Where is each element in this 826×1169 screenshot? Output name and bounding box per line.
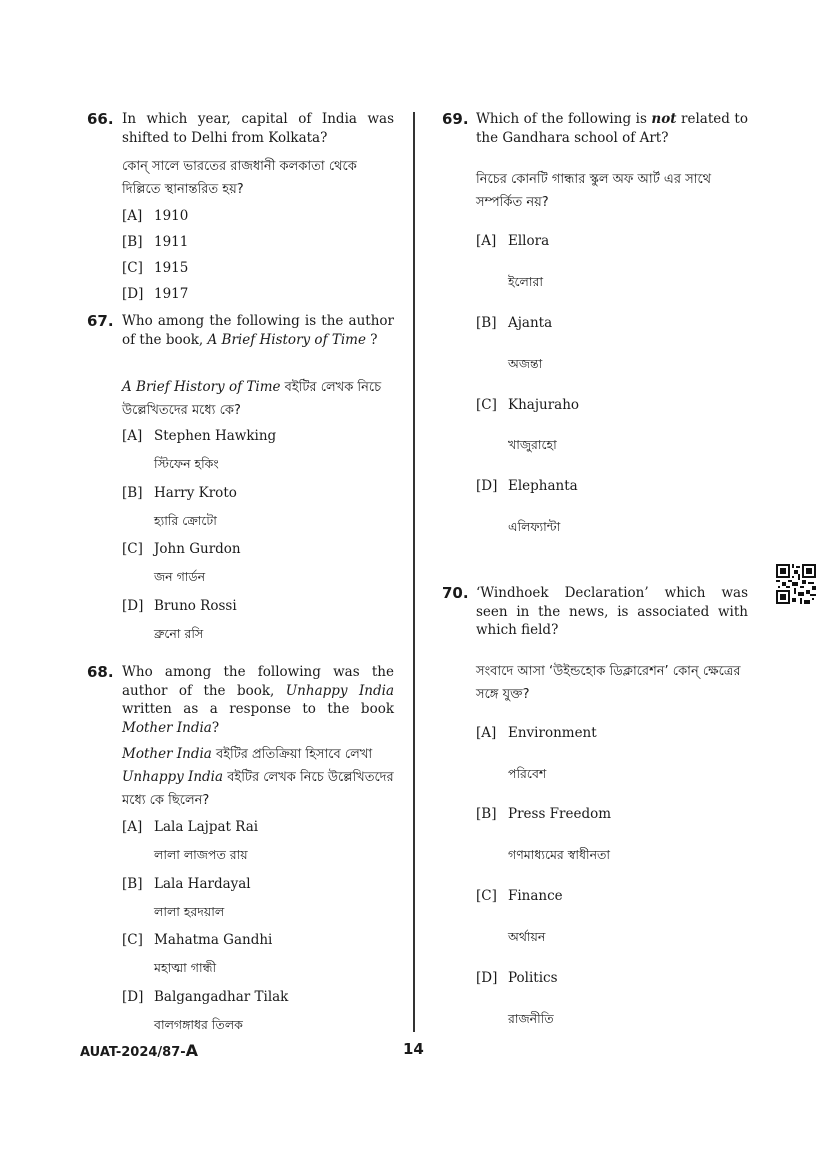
option-text: Elephanta xyxy=(508,478,578,494)
option-letter: [C] xyxy=(122,260,143,276)
option-text: Ellora xyxy=(508,233,550,249)
option-text: Finance xyxy=(508,888,563,904)
option-letter: [B] xyxy=(476,315,497,331)
question-number: 69. xyxy=(442,110,469,128)
option-text: Harry Kroto xyxy=(154,485,237,501)
question-text-bengali: A Brief History of Time বইটির লেখক নিচে উল্লেখিতদের মধ্যে কে? xyxy=(122,379,382,418)
option-text: Politics xyxy=(508,970,558,986)
option-text: Environment xyxy=(508,725,597,741)
question-number: 67. xyxy=(87,312,114,330)
option-letter: [A] xyxy=(122,208,143,224)
option-letter: [C] xyxy=(122,932,143,948)
option-text-bengali: অর্থায়ন xyxy=(508,929,546,944)
option-letter: [B] xyxy=(122,234,143,250)
option-text-bengali: খাজুরাহো xyxy=(508,437,557,452)
option-letter: [C] xyxy=(122,541,143,557)
option-letter: [D] xyxy=(122,989,144,1005)
page-number: 14 xyxy=(403,1040,424,1058)
option-text: 1911 xyxy=(154,234,189,250)
option-letter: [D] xyxy=(476,970,498,986)
question-text: Who among the following was the author of the book, Unhappy India written as a response to the book Mother India? xyxy=(122,664,394,736)
option-text: Khajuraho xyxy=(508,397,580,413)
column-divider xyxy=(413,112,415,1032)
question-text: Which of the following is not related to the Gandhara school of Art? xyxy=(476,111,748,146)
option-text-bengali: মহাত্মা গান্ধী xyxy=(154,960,217,975)
option-text: Lala Lajpat Rai xyxy=(154,819,259,835)
option-letter: [A] xyxy=(122,428,143,444)
option-text: Balgangadhar Tilak xyxy=(154,989,289,1005)
option-letter: [C] xyxy=(476,888,497,904)
question-number: 66. xyxy=(87,110,114,128)
option-letter: [D] xyxy=(122,286,144,302)
option-text-bengali: স্টিফেন হকিং xyxy=(154,456,219,471)
question-text-bengali: কোন্ সালে ভারতের রাজধানী কলকাতা থেকে দিল্লিতে স্থানান্তরিত হয়? xyxy=(122,159,357,197)
option-text-bengali: রাজনীতি xyxy=(508,1011,554,1026)
option-letter: [C] xyxy=(476,397,497,413)
option-text-bengali: জন গার্ডন xyxy=(154,569,206,584)
option-text-bengali: বালগঙ্গাধর তিলক xyxy=(154,1017,243,1032)
paper-code: AUAT-2024/87-A xyxy=(80,1041,199,1060)
option-text: 1915 xyxy=(154,260,189,276)
option-text: Lala Hardayal xyxy=(154,876,251,892)
option-letter: [A] xyxy=(122,819,143,835)
question-text-bengali: সংবাদে আসা ‘উইন্ডহোক ডিক্লারেশন’ কোন্ ক্ষেত্রের সঙ্গে যুক্ত? xyxy=(476,664,741,702)
qr-code-icon xyxy=(776,564,816,604)
option-text: 1910 xyxy=(154,208,189,224)
option-letter: [B] xyxy=(122,485,143,501)
question-text: ‘Windhoek Declaration’ which was seen in the news, is associated with which field? xyxy=(476,585,748,638)
option-text: Mahatma Gandhi xyxy=(154,932,273,948)
option-text: Stephen Hawking xyxy=(154,428,277,444)
option-text-bengali: গণমাধ্যমের স্বাধীনতা xyxy=(508,847,611,862)
question-text-bengali: Mother India বইটির প্রতিক্রিয়া হিসাবে লেখা Unhappy India বইটির লেখক নিচে উল্লেখিতদের মধ্যে কে ছিলেন? xyxy=(122,746,394,808)
option-text-bengali: ব্রুনো রসি xyxy=(154,626,204,641)
option-text-bengali: ইলোরা xyxy=(508,274,543,289)
option-text: Press Freedom xyxy=(508,806,612,822)
option-text-bengali: এলিফ্যান্টা xyxy=(508,519,561,534)
option-text: John Gurdon xyxy=(154,541,241,557)
option-letter: [B] xyxy=(476,806,497,822)
option-letter: [D] xyxy=(476,478,498,494)
option-text-bengali: লালা লাজপত রায় xyxy=(154,847,248,862)
question-text-bengali: নিচের কোনটি গান্ধার স্কুল অফ আর্ট এর সাথে সম্পর্কিত নয়? xyxy=(476,172,712,210)
question-number: 70. xyxy=(442,584,469,602)
option-text: 1917 xyxy=(154,286,189,302)
option-letter: [A] xyxy=(476,233,497,249)
option-letter: [D] xyxy=(122,598,144,614)
option-text-bengali: অজন্তা xyxy=(508,356,543,371)
question-number: 68. xyxy=(87,663,114,681)
question-text: Who among the following is the author of the book, A Brief History of Time ? xyxy=(122,313,394,348)
option-letter: [B] xyxy=(122,876,143,892)
option-text-bengali: পরিবেশ xyxy=(508,766,547,781)
option-text-bengali: লালা হরদয়াল xyxy=(154,904,225,919)
set-label: A xyxy=(185,1041,199,1060)
option-text-bengali: হ্যারি ক্রোটো xyxy=(154,513,217,528)
option-text: Ajanta xyxy=(508,315,553,331)
option-text: Bruno Rossi xyxy=(154,598,237,614)
question-text: In which year, capital of India was shifted to Delhi from Kolkata? xyxy=(122,111,394,146)
option-letter: [A] xyxy=(476,725,497,741)
